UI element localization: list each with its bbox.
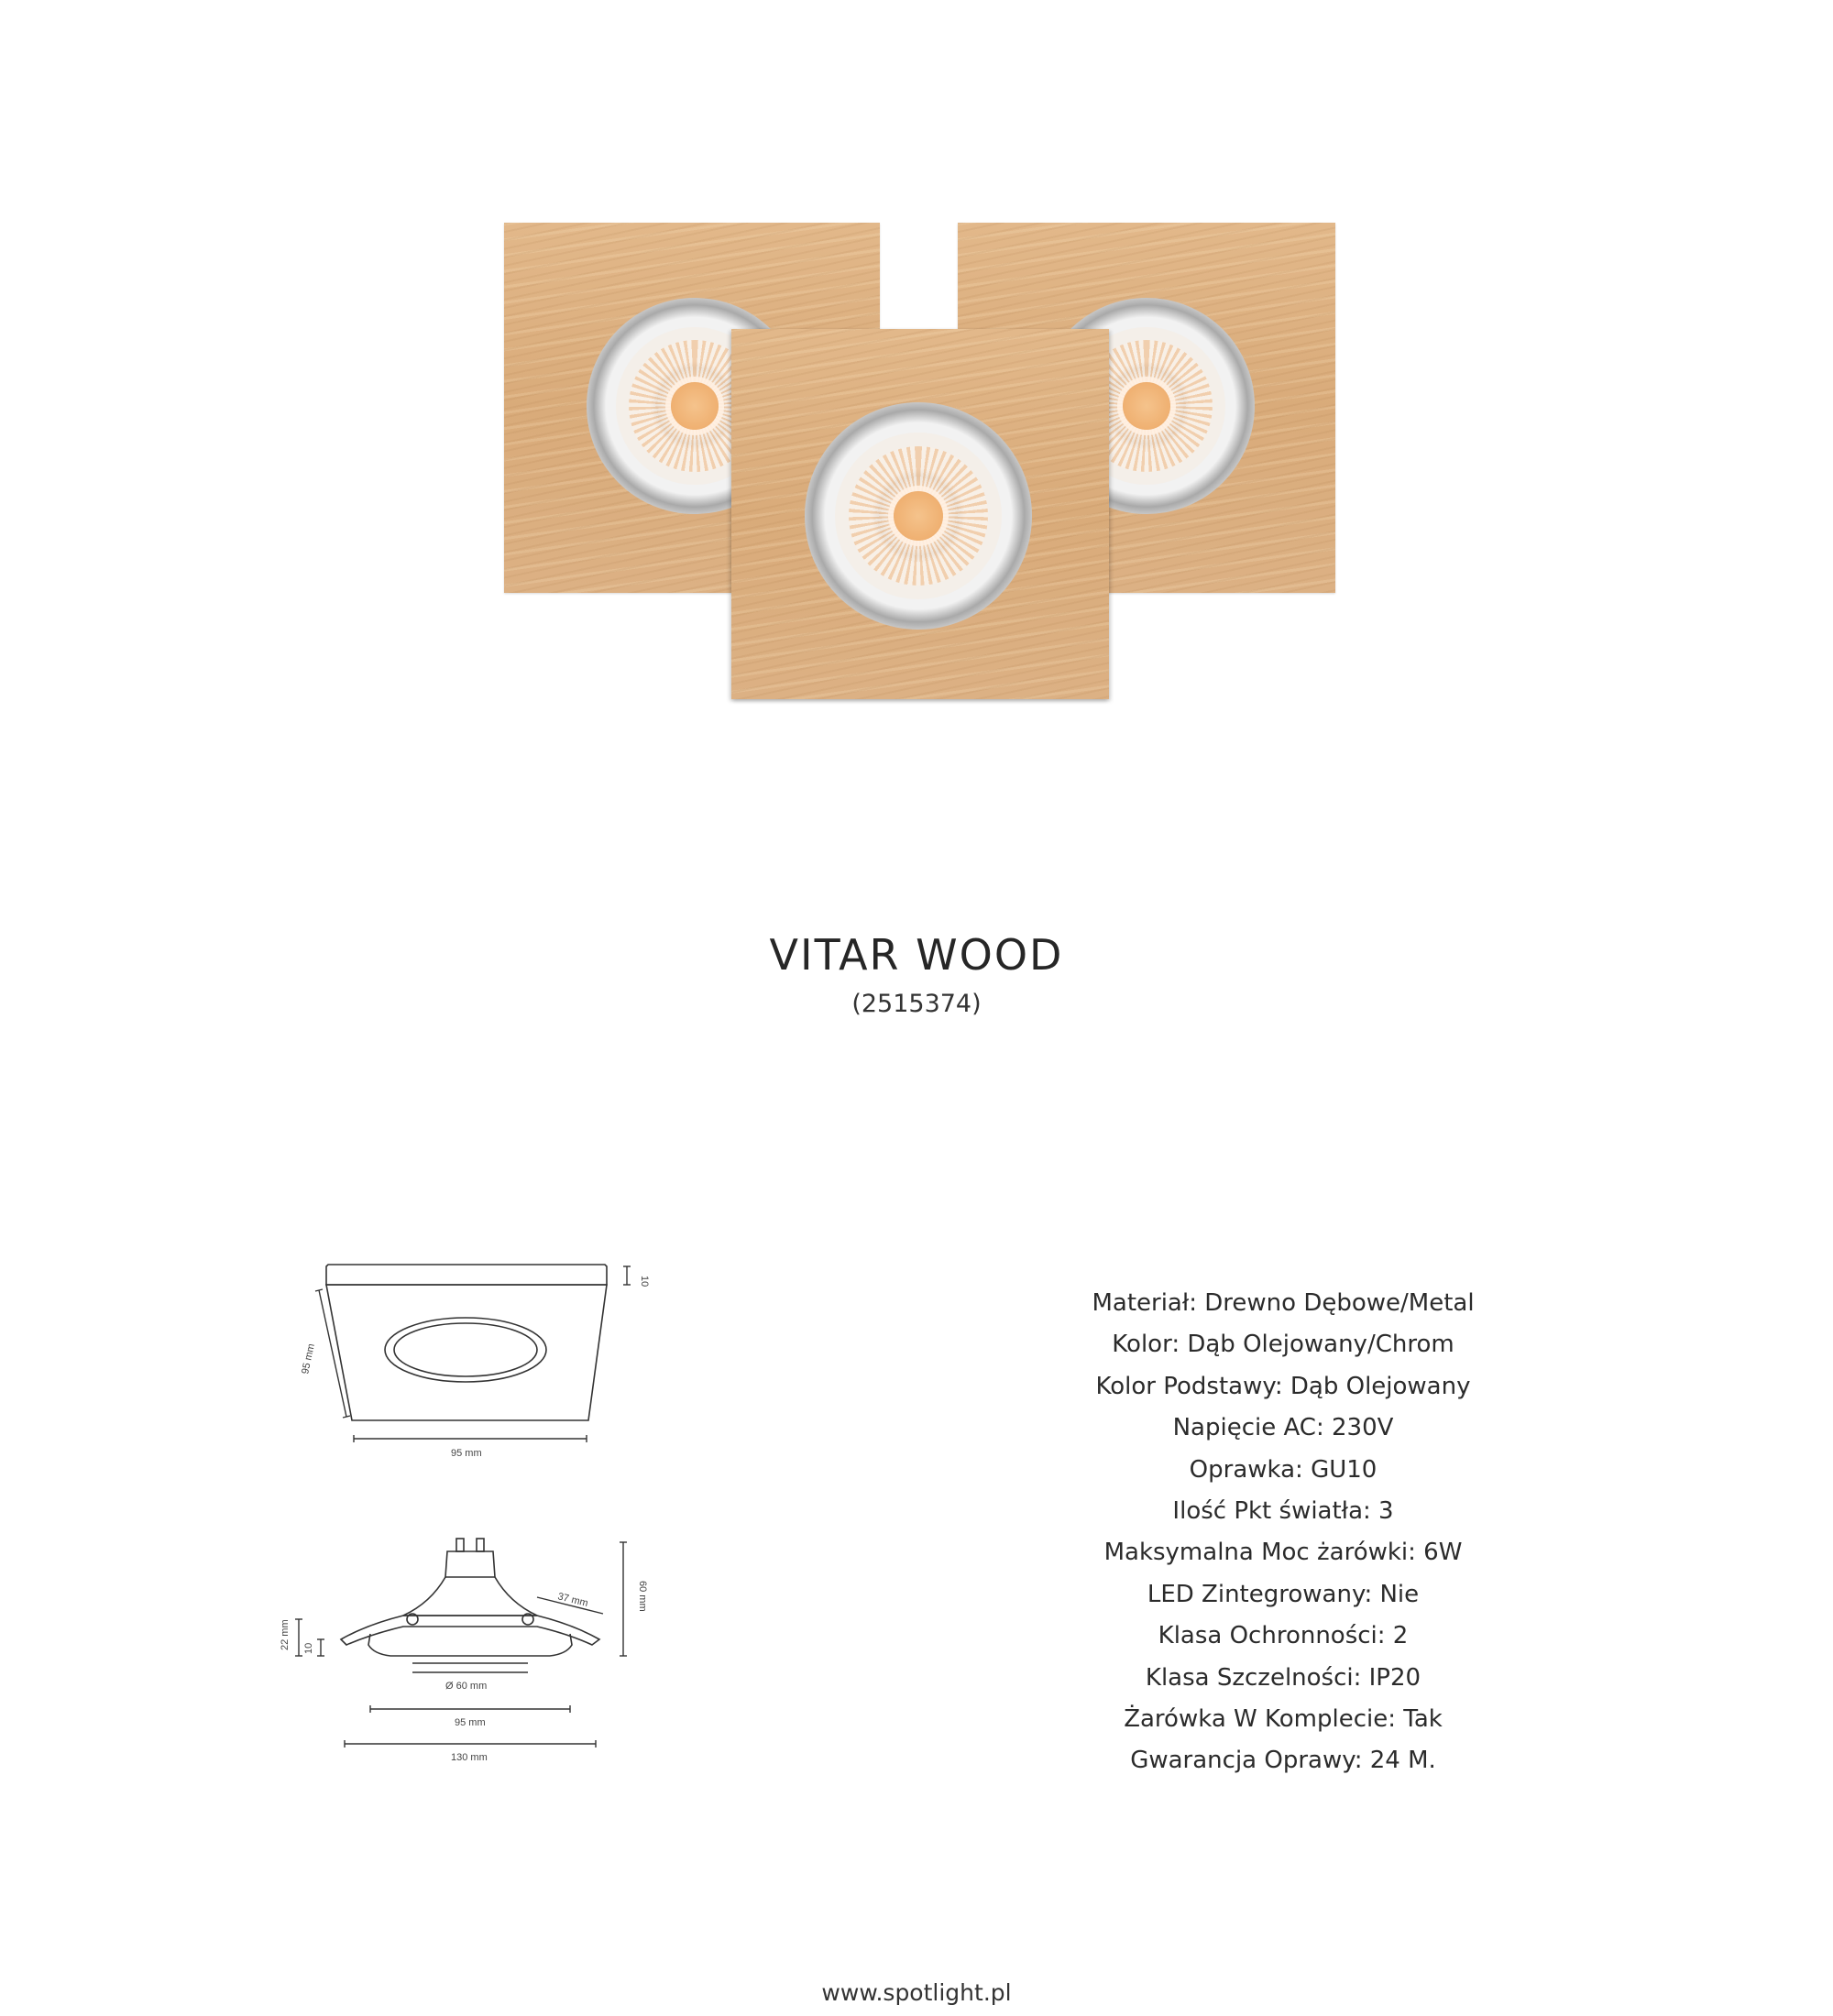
footer-url[interactable]: www.spotlight.pl (821, 1979, 1012, 2006)
spec-material: Materiał: Drewno Dębowe/Metal (1092, 1289, 1475, 1317)
fixture-front (731, 329, 1109, 699)
spec-protection-class: Klasa Ochronności: 2 (1158, 1622, 1409, 1650)
dim-width: 95 mm (451, 1448, 482, 1459)
dim-height: 10 (639, 1276, 650, 1287)
spec-socket: Oprawka: GU10 (1189, 1455, 1377, 1484)
dim-height-total: 60 mm (637, 1581, 648, 1612)
dim-depth: 95 mm (300, 1342, 317, 1375)
technical-drawing-top (293, 1255, 678, 1459)
dim-frame: 10 (303, 1642, 314, 1654)
product-code: (2515374) (851, 990, 982, 1018)
dim-outer: 130 mm (451, 1752, 488, 1763)
spec-integrated-led: LED Zintegrowany: Nie (1147, 1580, 1420, 1608)
spec-light-points: Ilość Pkt światła: 3 (1172, 1497, 1394, 1526)
spec-color: Kolor: Dąb Olejowany/Chrom (1112, 1331, 1454, 1359)
spec-bulb-included: Żarówka W Komplecie: Tak (1124, 1705, 1443, 1734)
dim-hole: Ø 60 mm (445, 1681, 488, 1692)
dim-inner: 95 mm (455, 1717, 486, 1728)
dim-mount-depth: 22 mm (280, 1619, 291, 1650)
dim-angle: 37 mm (556, 1591, 589, 1610)
spec-warranty: Gwarancja Oprawy: 24 M. (1130, 1747, 1436, 1775)
product-photo (504, 223, 1338, 699)
spec-base-color: Kolor Podstawy: Dąb Olejowany (1095, 1372, 1471, 1400)
led-bulb (835, 433, 1002, 599)
technical-drawing-side (266, 1526, 669, 1782)
spec-voltage: Napięcie AC: 230V (1172, 1414, 1394, 1442)
spec-max-power: Maksymalna Moc żarówki: 6W (1103, 1539, 1463, 1567)
spec-ip-rating: Klasa Szczelności: IP20 (1145, 1663, 1421, 1692)
specs-list (1008, 1283, 1558, 1782)
product-title: VITAR WOOD (769, 930, 1064, 980)
